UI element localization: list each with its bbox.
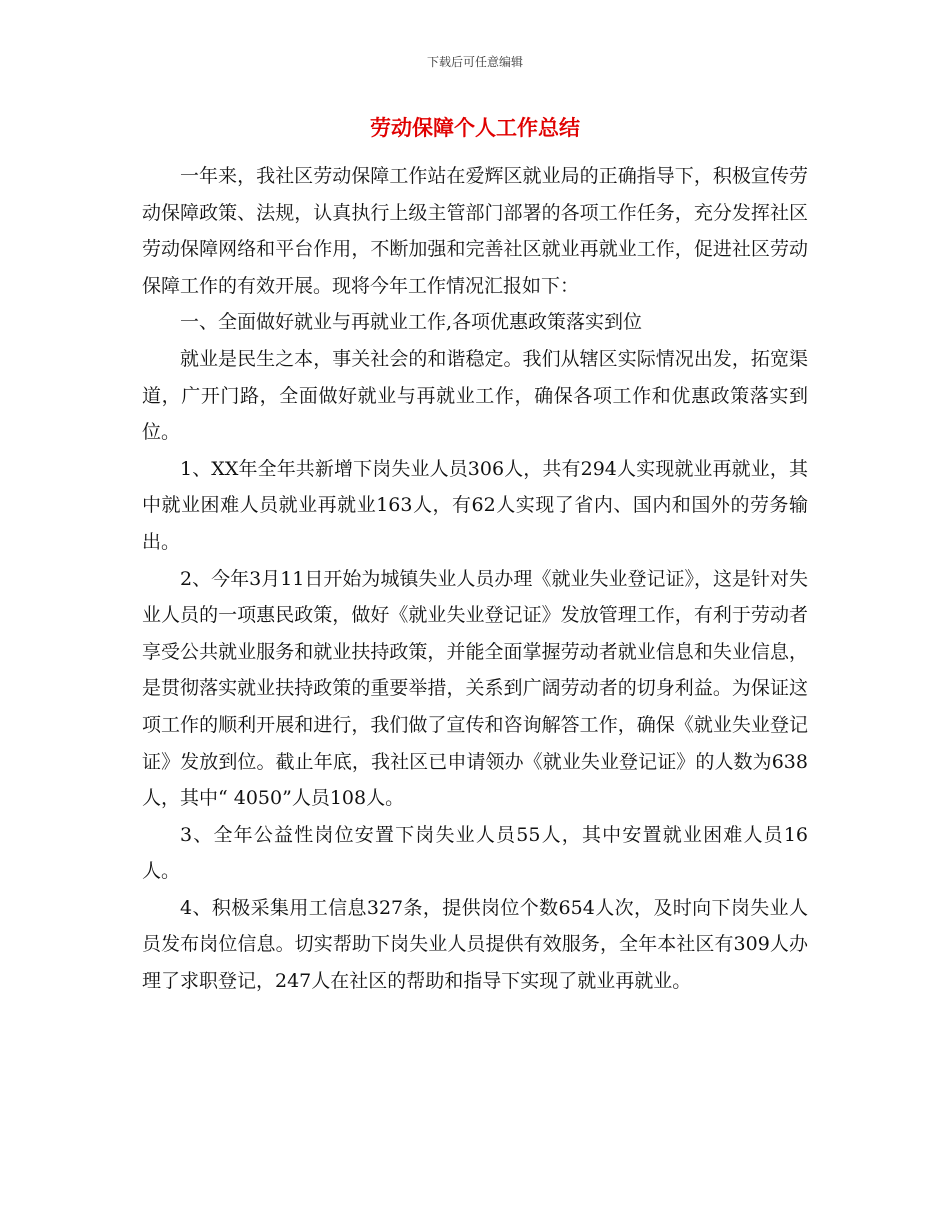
document-title: 劳动保障个人工作总结 <box>370 116 580 140</box>
paragraph-intro: 一年来，我社区劳动保障工作站在爱辉区就业局的正确指导下，积极宣传劳动保障政策、法规，认真执行上级主管部门部署的各项工作任务，充分发挥社区劳动保障网络和平台作用，不断加强和完善社区就业再就业工作，促进社区劳动保障工作的有效开展。现将今年工作情况汇报如下： <box>142 165 808 297</box>
page-header-note: 下载后可任意编辑 <box>426 55 523 69</box>
paragraph-item-2: 2、今年3月11日开始为城镇失业人员办理《就业失业登记证》，这是针对失业人员的一项惠民政策，做好《就业失业登记证》发放管理工作，有利于劳动者享受公共就业服务和就业扶持政策，并能全面掌握劳动者就业信息和失业信息，是贯彻落实就业扶持政策的重要举措，关系到广阔劳动者的切身利益。为保证这项工作的顺利开展和进行，我们做了宣传和咨询解答工作，确保《就业失业登记证》发放到位。截止年底，我社区已申请领办《就业失业登记证》的人数为638人，其中“ 4050”人员108人。 <box>142 567 808 810</box>
paragraph-item-1: 1、XX年全年共新增下岗失业人员306人，共有294人实现就业再就业，其中就业困难人员就业再就业163人，有62人实现了省内、国内和国外的劳务输出。 <box>142 457 808 553</box>
paragraph-section-1: 就业是民生之本，事关社会的和谐稳定。我们从辖区实际情况出发，拓宽渠道，广开门路，全面做好就业与再就业工作，确保各项工作和优惠政策落实到位。 <box>142 347 808 444</box>
paragraph-item-3: 3、全年公益性岗位安置下岗失业人员55人，其中安置就业困难人员16人。 <box>142 823 808 883</box>
section-heading-1: 一、全面做好就业与再就业工作,各项优惠政策落实到位 <box>180 311 643 334</box>
document-body <box>142 158 808 1000</box>
paragraph-item-4: 4、积极采集用工信息327条，提供岗位个数654人次，及时向下岗失业人员发布岗位信息。切实帮助下岗失业人员提供有效服务，全年本社区有309人办理了求职登记，247人在社区的帮助和指导下实现了就业再就业。 <box>142 896 808 993</box>
